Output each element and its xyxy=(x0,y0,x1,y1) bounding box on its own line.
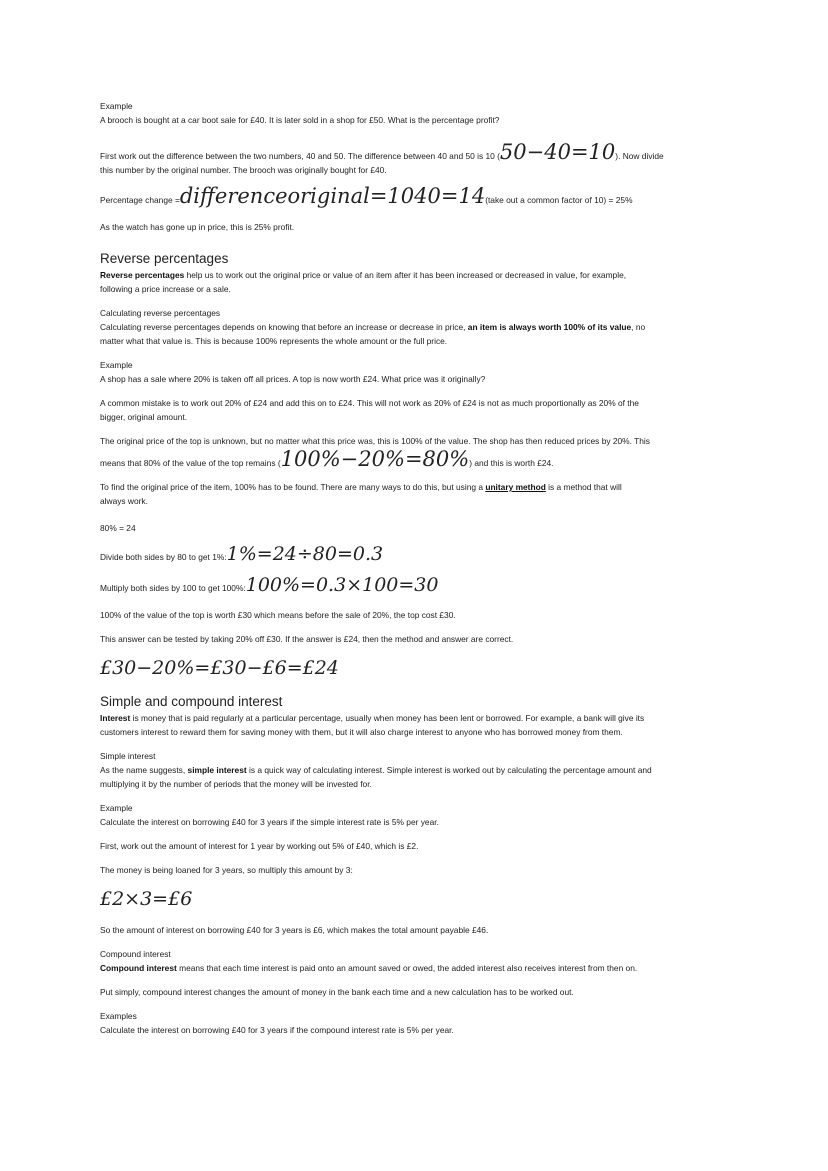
compound-examples-question: Calculate the interest on borrowing £40 for 3 years if the compound interest rate is 5% per year. xyxy=(100,1025,454,1035)
reverse-example-question: A shop has a sale where 20% is taken off all prices. A top is now worth £24. What price was it originally? xyxy=(100,374,486,384)
simple-interest-term: simple interest xyxy=(187,765,247,775)
calculating-reverse-text xyxy=(100,320,740,334)
multiply-step xyxy=(100,574,740,596)
unitary-text-start: To find the original price of the item, 100% has to be found. There are many ways to do this, but using a xyxy=(100,482,486,492)
reverse-intro-line2: following a price increase or a sale. xyxy=(100,284,231,294)
simple-interest-line2: multiplying it by the number of periods that the money will be invested for. xyxy=(100,779,372,789)
calculating-reverse-line2: matter what that value is. This is because 100% represents the whole amount or the full price. xyxy=(100,336,448,346)
first-year-interest: First, work out the amount of interest for 1 year by working out 5% of £40, which is £2. xyxy=(100,841,419,851)
percentage-change-line xyxy=(100,184,740,208)
profit-conclusion: As the watch has gone up in price, this is 25% profit. xyxy=(100,222,295,232)
unitary-method-text xyxy=(100,480,740,494)
interest-heading: Simple and compound interest xyxy=(100,694,283,709)
interest-intro xyxy=(100,711,740,725)
simple-example-label: Example xyxy=(100,803,133,813)
calc-text-end: , no xyxy=(631,322,646,332)
difference-paragraph xyxy=(100,140,740,164)
interest-intro-line2: customers interest to reward them for saving money with them, but it will also charge interest to anyone who has borrowed money from them. xyxy=(100,727,623,737)
one-percent-equation: 1%=24÷80=0.3 xyxy=(226,543,384,565)
total-payable-text: So the amount of interest on borrowing £40 for 3 years is £6, which makes the total amount payable £46. xyxy=(100,925,489,935)
reverse-intro-term: Reverse percentages xyxy=(100,270,185,280)
common-mistake-text: A common mistake is to work out 20% of £24 and add this on to £24. This will not work as 20% of £24 is not as much proportionally as 20% of the xyxy=(100,398,639,408)
answer-test-text: This answer can be tested by taking 20% off £30. If the answer is £24, then the method and answer are correct. xyxy=(100,634,514,644)
interest-multiply-equation: £2×3=£6 xyxy=(100,888,193,910)
divide-step xyxy=(100,543,740,565)
difference-paragraph-line2: this number by the original number. The brooch was originally bought for £40. xyxy=(100,165,387,175)
example-label: Example xyxy=(100,101,133,111)
reverse-intro xyxy=(100,268,740,282)
unitary-method-line2: always work. xyxy=(100,496,148,506)
percentage-change-label: Percentage change = xyxy=(100,195,180,205)
hundred-percent-equation: 100%=0.3×100=30 xyxy=(245,574,439,596)
reverse-example-label: Example xyxy=(100,360,133,370)
calc-text-start: Calculating reverse percentages depends on knowing that before an increase or decrease in price, xyxy=(100,322,468,332)
interest-term: Interest xyxy=(100,713,131,723)
unitary-text-end: is a method that will xyxy=(545,482,622,492)
reverse-percentages-heading: Reverse percentages xyxy=(100,251,229,266)
compound-interest-definition: means that each time interest is paid onto an amount saved or owed, the added interest also receives interest from then on. xyxy=(176,963,638,973)
calculating-reverse-label: Calculating reverse percentages xyxy=(100,308,221,318)
document-content xyxy=(100,99,740,1037)
compound-examples-label: Examples xyxy=(100,1011,137,1021)
percentage-change-equation: differenceoriginal=1040=14 xyxy=(179,184,486,208)
compound-interest-term: Compound interest xyxy=(100,963,177,973)
compound-interest-text xyxy=(100,961,740,975)
interest-intro-text: is money that is paid regularly at a particular percentage, usually when money has been lent or borrowed. For example, a bank will give its xyxy=(130,713,645,723)
eighty-percent-equation: 80% = 24 xyxy=(100,523,136,533)
reverse-intro-text: help us to work out the original price or value of an item after it has been increased or decreased in value, for example, xyxy=(184,270,627,280)
difference-text: First work out the difference between the two numbers, 40 and 50. The difference between 40 and 50 is 10 ( xyxy=(100,151,500,161)
calc-bold-statement: an item is always worth 100% of its value xyxy=(467,322,632,332)
unitary-method-link[interactable]: unitary method xyxy=(485,482,546,492)
example-question: A brooch is bought at a car boot sale for £40. It is later sold in a shop for £50. What is the percentage profit? xyxy=(100,115,500,125)
simple-example-question: Calculate the interest on borrowing £40 for 3 years if the simple interest rate is 5% per year. xyxy=(100,817,439,827)
simple-text-end: is a quick way of calculating interest. Simple interest is worked out by calculating the percentage amount and xyxy=(246,765,652,775)
difference-equation: 50−40=10 xyxy=(499,140,616,164)
simple-interest-label: Simple interest xyxy=(100,751,156,761)
top-cost-result: 100% of the value of the top is worth £30 which means before the sale of 20%, the top cost £30. xyxy=(100,610,456,620)
compound-simply-text: Put simply, compound interest changes the amount of money in the bank each time and a new calculation has to be worked out. xyxy=(100,987,574,997)
simple-interest-text xyxy=(100,763,740,777)
difference-text-end: ). Now divide xyxy=(615,151,664,161)
common-mistake-line2: bigger, original amount. xyxy=(100,412,188,422)
original-price-pre: means that 80% of the value of the top remains ( xyxy=(100,458,281,468)
test-equation: £30−20%=£30−£6=£24 xyxy=(100,657,339,679)
original-price-text: The original price of the top is unknown, but no matter what this price was, this is 100% of the value. The shop has then reduced prices by 20%. This xyxy=(100,436,650,446)
multiply-step-text: Multiply both sides by 100 to get 100%: xyxy=(100,583,246,593)
loan-duration-text: The money is being loaned for 3 years, so multiply this amount by 3: xyxy=(100,865,353,875)
compound-interest-label: Compound interest xyxy=(100,949,171,959)
simple-text-start: As the name suggests, xyxy=(100,765,188,775)
divide-step-text: Divide both sides by 80 to get 1%: xyxy=(100,552,227,562)
percentage-change-note: (take out a common factor of 10) = 25% xyxy=(485,195,633,205)
original-price-post: ) and this is worth £24. xyxy=(469,458,554,468)
remaining-percent-equation: 100%−20%=80% xyxy=(280,447,470,471)
original-price-line2 xyxy=(100,447,740,471)
